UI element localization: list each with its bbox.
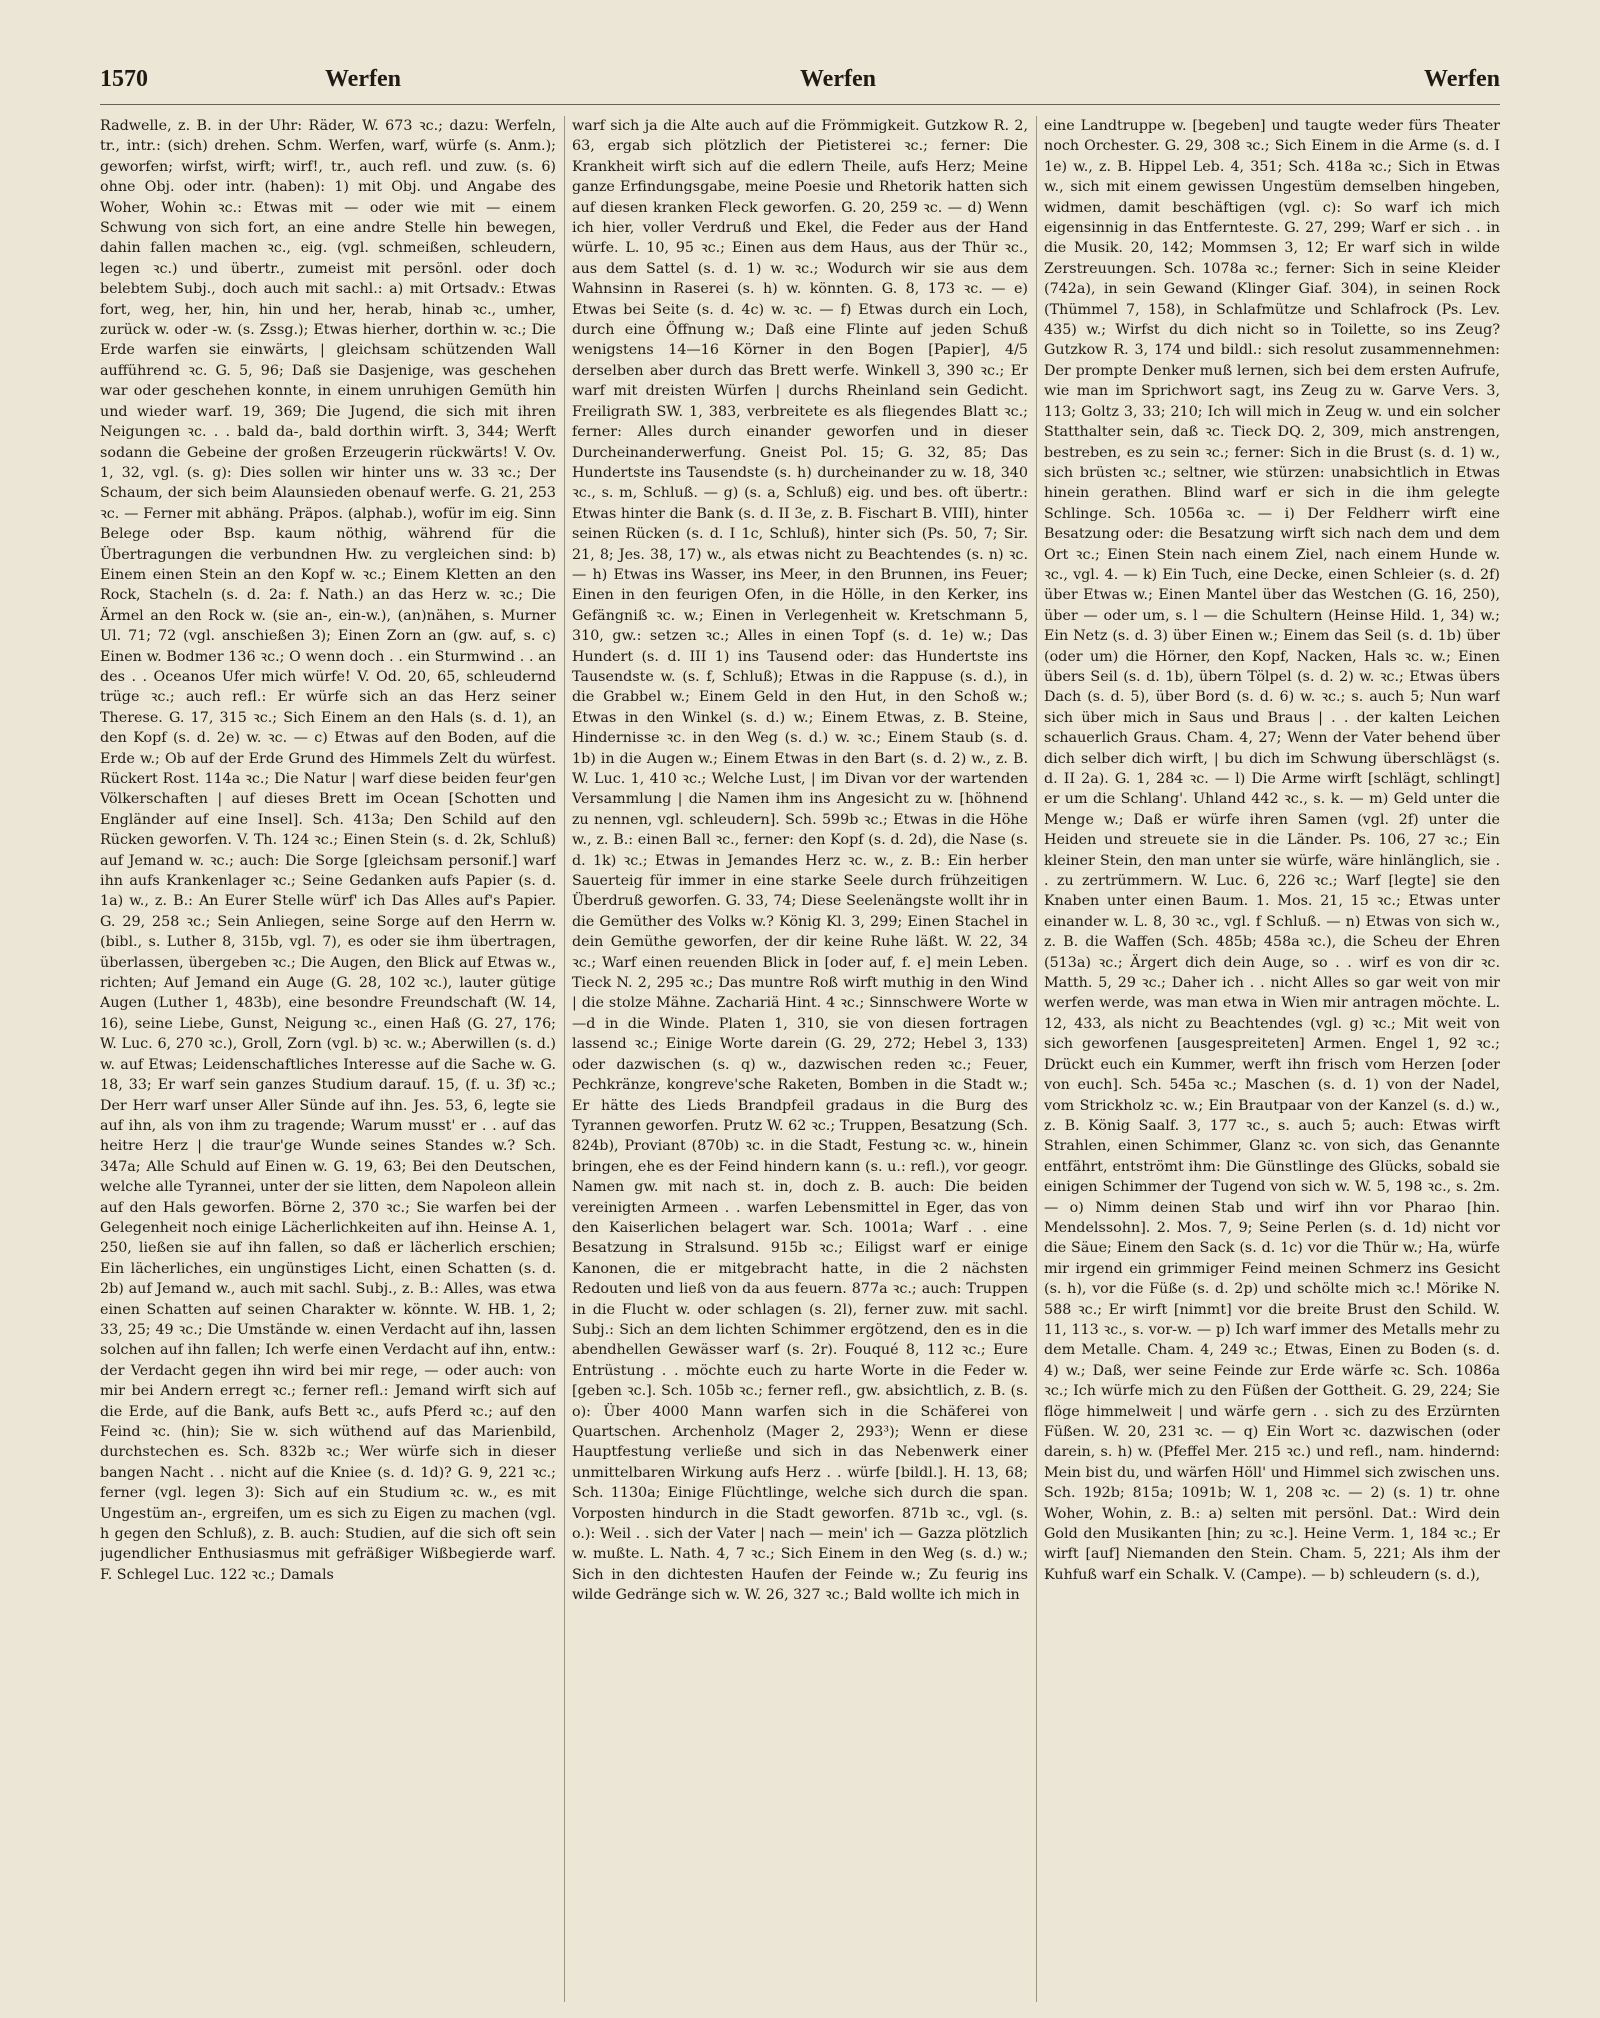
column-left [100, 116, 556, 2002]
column-middle-text: warf sich ja die Alte auch auf die Frömmigkeit. Gutzkow R. 2, 63, ergab sich plötzlich der Pietisterei ꝛc.; ferner: Die Krankheit wirft sich auf die edlern Theile, aufs Herz; Meine ganze Erfindungsgabe, meine Poesie und Rhetorik hatten sich auf diesen kranken Fleck geworfen. G. 20, 259 ꝛc. — d) Wenn ich hier, voller Verdruß und Ekel, die Feder aus der Hand würfe. L. 10, 95 ꝛc.; Einen aus dem Haus, aus der Thür ꝛc., aus dem Sattel (s. d. 1) w. ꝛc.; Wodurch wir sie aus dem Wahnsinn in Raserei (s. h) w. könnten. G. 8, 173 ꝛc. — e) Etwas bei Seite (s. d. 4c) w. ꝛc. — f) Etwas durch ein Loch, durch eine Öffnung w.; Daß eine Flinte auf jeden Schuß wenigstens 14—16 Körner in den Bogen [Papier], 4/5 derselben aber durch das Brett werfe. Winkell 3, 390 ꝛc.; Er warf mit dreisten Würfen | durchs Rheinland sein Gedicht. Freiligrath SW. 1, 383, verbreitete es als fliegendes Blatt ꝛc.; ferner: Alles durch einander geworfen und in dieser Durcheinanderwerfung. Gneist Pol. 15; G. 32, 85; Das Hundertste ins Tausendste (s. h) durcheinander zu w. 18, 340 ꝛc., s. m, Schluß. — g) (s. a, Schluß) eig. und bes. oft übertr.: Etwas hinter die Bank (s. d. II 3e, z. B. Fischart B. VIII), hinter seinen Rücken (s. d. I 1c, Schluß), hinter sich (Ps. 50, 7; Sir. 21, 8; Jes. 38, 17) w., als etwas nicht zu Beachtendes (s. n) ꝛc. — h) Etwas ins Wasser, ins Meer, in den Brunnen, ins Feuer; Einen in den feurigen Ofen, in die Hölle, in den Kerker, ins Gefängniß ꝛc. w.; Einen in Verlegenheit w. Kretschmann 5, 310, gw.: setzen ꝛc.; Alles in einen Topf (s. d. 1e) w.; Das Hundert (s. d. III 1) ins Tausend oder: das Hundertste ins Tausendste w. (s. f, Schluß); Etwas in die Rappuse (s. d.), in die Grabbel w.; Einem Geld in den Hut, in den Schoß w.; Etwas in den Winkel (s. d.) w.; Einem Etwas, z. B. Steine, Hindernisse ꝛc. in den Weg (s. d.) w. ꝛc.; Einem Staub (s. d. 1b) in die Augen w.; Einem Etwas in den Bart (s. d. 2) w., z. B. W. Luc. 1, 410 ꝛc.; Welche Lust, | im Divan vor der wartenden Versammlung | die Namen ihm ins Angesicht zu w. [höhnend zu nennen, vgl. schleudern]. Sch. 599b ꝛc.; Etwas in die Höhe w., z. B.: einen Ball ꝛc., ferner: den Kopf (s. d. 2d), die Nase (s. d. 1k) ꝛc.; Etwas in Jemandes Herz ꝛc. w., z. B.: Ein herber Sauerteig für immer in eine starke Seele durch frühzeitigen Überdruß geworfen. G. 33, 74; Diese Seelenängste wollt ihr in die Gemüther des Volks w.? König Kl. 3, 299; Einen Stachel in dein Gemüthe geworfen, der dir keine Ruhe läßt. W. 22, 34 ꝛc.; Warf einen reuenden Blick in [oder auf, f. e] mein Leben. Tieck N. 2, 295 ꝛc.; Das muntre Roß wirft muthig in den Wind | die stolze Mähne. Zachariä Hint. 4 ꝛc.; Sinnschwere Worte w—d in die Winde. Platen 1, 310, sie von diesen fortragen lassend ꝛc.; Einige Worte darein (G. 29, 272; Hebel 3, 133) oder dazwischen (s. q) w., dazwischen reden ꝛc.; Feuer, Pechkränze, kongreve'sche Raketen, Bomben in die Stadt w.; Er hätte des Lieds Brandpfeil gradaus in die Burg des Tyrannen geworfen. Prutz W. 62 ꝛc.; Truppen, Besatzung (Sch. 824b), Proviant (870b) ꝛc. in die Stadt, Festung ꝛc. w., hinein bringen, ehe es der Feind hindern kann (s. u.: refl.), vor geogr. Namen gw. mit nach st. in, doch z. B. auch: Die beiden vereinigten Armeen . . warfen Lebensmittel in Eger, das von den Kaiserlichen belagert war. Sch. 1001a; Warf . . eine Besatzung in Stralsund. 915b ꝛc.; Eiligst warf er einige Kanonen, die er mitgebracht hatte, in die 2 nächsten Redouten und ließ von da aus feuern. 877a ꝛc.; auch: Truppen in die Flucht w. oder schlagen (s. 2l), ferner zuw. mit sachl. Subj.: Sich an dem lichten Schimmer ergötzend, den es in die abendhellen Gewässer warf (s. 2r). Fouqué 8, 112 ꝛc.; Eure Entrüstung . . möchte euch zu harte Worte in die Feder w. [geben ꝛc.]. Sch. 105b ꝛc.; ferner refl., gw. absichtlich, z. B. (s. o): Über 4000 Mann warfen sich in die Schäferei von Quartschen. Archenholz (Mager 2, 293³); Wenn er diese Hauptfestung verließe und sich in das Nebenwerk einer unmittelbaren Wirkung aufs Herz . . würfe [bildl.]. H. 13, 68; Sch. 1130a; Einige Flüchtlinge, welche sich durch die span. Vorposten hindurch in die Stadt geworfen. 871b ꝛc., vgl. (s. o.): Weil . . sich der Vater | nach — mein' ich — Gazza plötzlich w. mußte. L. Nath. 4, 7 ꝛc.; Sich Einem in den Weg (s. d.) w.; Sich in den dichtesten Haufen der Feinde w.; Zu feurig ins wilde Gedränge sich w. W. 26, 327 ꝛc.; Bald wollte ich mich in [572, 118, 1028, 1604]
column-left-text: Radwelle, z. B. in der Uhr: Räder, W. 673 ꝛc.; dazu: Werfeln, tr., intr.: (sich) drehen. Schm. Werfen, warf, würfe (s. Anm.); geworfen; wirfst, wirft; wirf!, tr., auch refl. und zuw. (s. 6) ohne Obj. oder intr. (haben): 1) mit Obj. und Angabe des Woher, Wohin ꝛc.: Etwas mit — oder wie mit — einem Schwung von sich fort, an eine andre Stelle hin bewegen, dahin fallen machen ꝛc., eig. (vgl. schmeißen, schleudern, legen ꝛc.) und übertr., zumeist mit persönl. oder doch belebtem Subj., doch auch mit sachl.: a) mit Ortsadv.: Etwas fort, weg, her, hin, hin und her, herab, hinab ꝛc., umher, zurück w. oder -w. (s. Zssg.); Etwas hierher, dorthin w. ꝛc.; Die Erde warfen sie einwärts, | gleichsam schützenden Wall aufführend ꝛc. G. 5, 96; Daß sie Dasjenige, was geschehen war oder geschehen konnte, in einem unruhigen Gemüth hin und wieder warf. 19, 369; Die Jugend, die sich mit ihren Neigungen ꝛc. . . bald da-, bald dorthin wirft. 3, 344; Werft sodann die Gebeine der großen Erzeugerin rückwärts! V. Ov. 1, 32, vgl. (s. g): Dies sollen wir hinter uns w. 33 ꝛc.; Der Schaum, der sich beim Alaunsieden obenauf werfe. G. 21, 253 ꝛc. — Ferner mit abhäng. Präpos. (alphab.), wofür im eig. Sinn Belege oder Bsp. kaum nöthig, während für die Übertragungen die verbundnen Hw. zu vergleichen sind: b) Einem einen Stein an den Kopf w. ꝛc.; Einem Kletten an den Rock, Stacheln (s. d. 2a: f. Nath.) an das Herz w. ꝛc.; Die Ärmel an den Rock w. (sie an-, ein-w.), (an)nähen, s. Murner Ul. 71; 72 (vgl. anschießen 3); Einen Zorn an (gw. auf, s. c) Einen w. Bodmer 136 ꝛc.; O wenn doch . . ein Sturmwind . . an des . . Oceanos Ufer mich würfe! V. Od. 20, 65, schleudernd trüge ꝛc.; auch refl.: Er würfe sich an das Herz seiner Therese. G. 17, 315 ꝛc.; Sich Einem an den Hals (s. d. 1), an den Kopf (s. d. 2e) w. ꝛc. — c) Etwas auf den Boden, auf die Erde w.; Ob auf der Erde Grund des Himmels Zelt du würfest. Rückert Rost. 114a ꝛc.; Die Natur | warf diese beiden feur'gen Völkerschaften | auf dieses Brett im Ocean [Schotten und Engländer auf eine Insel]. Sch. 413a; Den Schild auf den Rücken geworfen. V. Th. 124 ꝛc.; Einen Stein (s. d. 2k, Schluß) auf Jemand w. ꝛc.; auch: Die Sorge [gleichsam personif.] warf ihn aufs Krankenlager ꝛc.; Seine Gedanken aufs Papier (s. d. 1a) w., z. B.: An Eurer Stelle würf' ich Das Alles auf's Papier. G. 29, 258 ꝛc.; Sein Anliegen, seine Sorge auf den Herrn w. (bibl., s. Luther 8, 315b, vgl. 7), es oder sie ihm übertragen, überlassen, übergeben ꝛc.; Die Augen, den Blick auf Etwas w., richten; Auf Jemand ein Auge (G. 28, 102 ꝛc.), lauter gütige Augen (Luther 1, 483b), eine besondre Freundschaft (W. 14, 16), seine Liebe, Gunst, Neigung ꝛc., einen Haß (G. 27, 176; W. Luc. 6, 270 ꝛc.), Groll, Zorn (vgl. b) ꝛc. w.; Aberwillen (s. d.) w. auf Etwas; Leidenschaftliches Interesse auf die Sache w. G. 18, 33; Er warf sein ganzes Studium darauf. 15, (f. u. 3f) ꝛc.; Der Herr warf unser Aller Sünde auf ihn. Jes. 53, 6, legte sie auf ihn, als von ihm zu tragende; Warum musst' er . . auf das heitre Herz | die traur'ge Wunde seines Standes w.? Sch. 347a; Alle Schuld auf Einen w. G. 19, 63; Bei den Deutschen, welche alle Tyrannei, unter der sie litten, dem Napoleon allein auf den Hals geworfen. Börne 2, 370 ꝛc.; Sie warfen bei der Gelegenheit noch einige Lächerlichkeiten auf ihn. Heinse A. 1, 250, ließen sie auf ihn fallen, so daß er lächerlich erschien; Ein lächerliches, ein ungünstiges Licht, einen Schatten (s. d. 2b) auf Jemand w., auch mit sachl. Subj., z. B.: Alles, was etwa einen Schatten auf seinen Charakter w. könnte. W. HB. 1, 2; 33, 25; 49 ꝛc.; Die Umstände w. einen Verdacht auf ihn, lassen solchen auf ihn fallen; Ich werfe einen Verdacht auf ihn, entw.: der Verdacht gegen ihn wird bei mir rege, — oder auch: von mir bei Andern erregt ꝛc.; ferner refl.: Jemand wirft sich auf die Erde, auf die Bank, aufs Bett ꝛc., aufs Pferd ꝛc.; auf den Feind ꝛc. (hin); Sie w. sich wüthend auf das Marienbild, durchstechen es. Sch. 832b ꝛc.; Wer würfe sich in dieser bangen Nacht . . nicht auf die Kniee (s. d. 1d)? G. 9, 221 ꝛc.; ferner (vgl. legen 3): Sich auf ein Studium ꝛc. w., es mit Ungestüm an-, ergreifen, um es sich zu Eigen zu machen (vgl. h gegen den Schluß), z. B. auch: Studien, auf die sich oft sein jugendlicher Enthusiasmus mit gefräßiger Wißbegierde warf. F. Schlegel Luc. 122 ꝛc.; Damals [100, 118, 556, 1583]
column-right-text: eine Landtruppe w. [begeben] und taugte weder fürs Theater noch Orchester. G. 29, 308 ꝛc.; Sich Einem in die Arme (s. d. I 1e) w., z. B. Hippel Leb. 4, 351; Sch. 418a ꝛc.; Sich in Etwas w., sich mit einem gewissen Ungestüm demselben hingeben, widmen, damit beschäftigen (vgl. c): So warf ich mich eigensinnig in das Entfernteste. G. 27, 299; Warf er sich . . in die Musik. 20, 142; Mommsen 3, 12; Er warf sich in wilde Zerstreuungen. Sch. 1078a ꝛc.; ferner: Sich in seine Kleider (742a), in sein Gewand (Klinger Giaf. 304), in seinen Rock (Thümmel 7, 158), in Schlafmütze und Schlafrock (Ps. Lev. 435) w.; Wirfst du dich nicht so in Toilette, so ins Zeug? Gutzkow R. 3, 174 und bildl.: sich resolut zusammennehmen: Der prompte Denker muß lernen, sich bei dem ersten Aufrufe, wie man im Sprichwort sagt, ins Zeug zu w. Garve Vers. 3, 113; Goltz 3, 33; 210; Ich will mich in Zeug w. und ein solcher Statthalter sein, daß ꝛc. Tieck DQ. 2, 309, mich anstrengen, bestreben, es zu sein ꝛc.; ferner: Sich in die Brust (s. d. 1) w., sich brüsten ꝛc.; seltner, wie stürzen: unabsichtlich in Etwas hinein gerathen. Blind warf er sich in die ihm gelegte Schlinge. Sch. 1056a ꝛc. — i) Der Feldherr wirft eine Besatzung oder: die Besatzung wirft sich nach dem und dem Ort ꝛc.; Einen Stein nach einem Ziel, nach einem Hunde w. ꝛc., vgl. 4. — k) Ein Tuch, eine Decke, einen Schleier (s. d. 2f) über Etwas w.; Einen Mantel über das Westchen (G. 16, 250), über — oder um, s. l — die Schultern (Heinse Hild. 1, 34) w.; Ein Netz (s. d. 3) über Einen w.; Einem das Seil (s. d. 1b) über (oder um) die Hörner, den Kopf, Nacken, Hals ꝛc. w.; Einen übers Seil (s. d. 1b), übern Tölpel (s. d. 2) w. ꝛc.; Etwas übers Dach (s. d. 5), über Bord (s. d. 6) w. ꝛc.; s. auch 5; Nun warf sich über mich in Saus und Braus | . . der kalten Leichen schauerlich Graus. Cham. 4, 27; Wenn der Vater behend über dich selber dich wirft, | bu dich im Schwung überschlägst (s. d. II 2a). G. 1, 284 ꝛc. — l) Die Arme wirft [schlägt, schlingt] er um die Schlang'. Uhland 442 ꝛc., s. k. — m) Geld unter die Menge w.; Daß er würfe ihren Samen (vgl. 2f) unter die Heiden und streuete sie in die Länder. Ps. 106, 27 ꝛc.; Ein kleiner Stein, den man unter sie würfe, wäre hinlänglich, sie . . zu zertrümmern. W. Luc. 6, 226 ꝛc.; Warf [legte] sie den Knaben unter einen Baum. 1. Mos. 21, 15 ꝛc.; Etwas unter einander w. L. 8, 30 ꝛc., vgl. f Schluß. — n) Etwas von sich w., z. B. die Waffen (Sch. 485b; 458a ꝛc.), die Scheu der Ehren (513a) ꝛc.; Ärgert dich dein Auge, so . . wirf es von dir ꝛc. Matth. 5, 29 ꝛc.; Daher ich . . nicht Alles so gar weit von mir werfen werde, was man etwa in Wien mir antragen möchte. L. 12, 433, als nicht zu Beachtendes (vgl. g) ꝛc.; Mit weit von sich geworfenen [ausgespreiteten] Armen. Engel 1, 92 ꝛc.; Drückt euch ein Kummer, werft ihn frisch vom Herzen [oder von euch]. Sch. 545a ꝛc.; Maschen (s. d. 1) von der Nadel, vom Strickholz ꝛc. w.; Ein Brautpaar von der Kanzel (s. d.) w., z. B. König Saalf. 3, 177 ꝛc., s. auch 5; auch: Etwas wirft Strahlen, einen Schimmer, Glanz ꝛc. von sich, das Genannte entfährt, entströmt ihm: Die Günstlinge des Glücks, sobald sie einigen Schimmer der Tugend von sich w. W. 5, 198 ꝛc., s. 2m. — o) Nimm deinen Stab und wirf ihn vor Pharao [hin. Mendelssohn]. 2. Mos. 7, 9; Seine Perlen (s. d. 1d) nicht vor die Säue; Einem den Sack (s. d. 1c) vor die Thür w.; Ha, würfe mir irgend ein grimmiger Feind meinen Schmerz ins Gesicht (s. h), vor die Füße (s. d. 2p) und schölte mich ꝛc.! Mörike N. 588 ꝛc.; Er wirft [nimmt] vor die breite Brust den Schild. W. 11, 113 ꝛc., s. vor-w. — p) Ich warf immer des Metalls mehr zu dem Metalle. Cham. 4, 249 ꝛc.; Etwas, Einen zu Boden (s. d. 4) w.; Daß, wer seine Feinde zur Erde wärfe ꝛc. Sch. 1086a ꝛc.; Ich würfe mich zu den Füßen der Gottheit. G. 29, 224; Sie flöge himmelweit | und wärfe gern . . sich zu des Erzürnten Füßen. W. 20, 231 ꝛc. — q) Ein Wort ꝛc. dazwischen (oder darein, s. h) w. (Pfeffel Mer. 215 ꝛc.) und refl., nam. hindernd: Mein bist du, und wärfen Höll' und Himmel sich zwischen uns. Sch. 192b; 815a; 1091b; W. 1, 208 ꝛc. — 2) (s. 1) tr. ohne Woher, Wohin, z. B.: a) selten mit persönl. Dat.: Wird dein Gold den Musikanten [hin; zu ꝛc.]. Heine Verm. 1, 184 ꝛc.; Er wirft [auf] Niemanden den Stein. Cham. 5, 221; Als ihm der Kuhfuß warf ein Schalk. V. (Campe). — b) schleudern (s. d.), [1044, 118, 1500, 1583]
column-divider-2 [1036, 116, 1037, 2002]
column-right [1044, 116, 1500, 2002]
page-number: 1570 [100, 66, 148, 92]
headword-right: Werfen [1424, 66, 1500, 92]
column-divider-1 [564, 116, 565, 2002]
column-middle [572, 116, 1028, 2002]
page-header: 1570 Werfen Werfen Werfen [100, 66, 1500, 92]
header-rule [100, 104, 1500, 105]
headword-left: Werfen [325, 66, 401, 92]
columns [100, 116, 1500, 2002]
